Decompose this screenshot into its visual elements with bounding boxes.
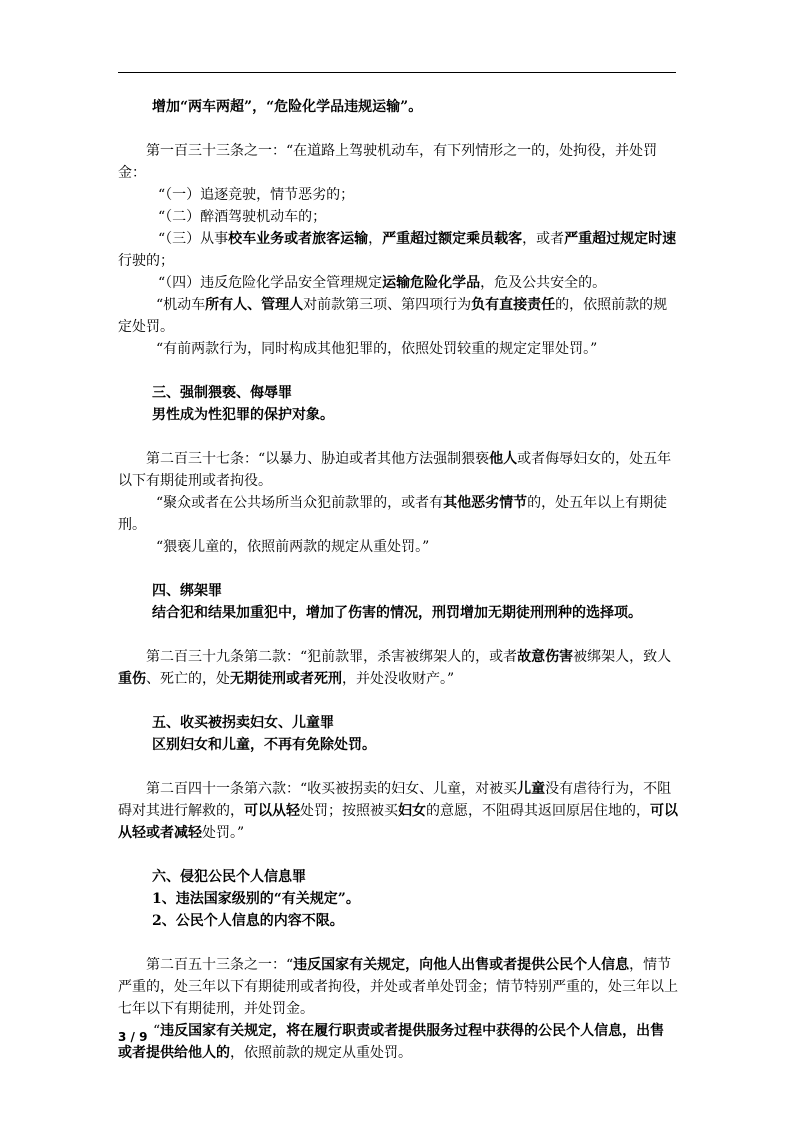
text-run: 被绑架人，致人 (573, 649, 672, 665)
bold-text: 可以从轻或者减轻 (118, 803, 678, 841)
text-run: 没有虐待行为，不阻碍对其进行解救的， (118, 781, 672, 819)
paragraph-spacer (118, 932, 678, 954)
bold-text: 1、违法国家级别的“有关规定”。 (152, 891, 360, 907)
bold-text: 严重超过额定乘员载客 (382, 231, 523, 247)
bold-text: 违反国家有关规定，将在履行职责或者提供服务过程中获得的公民个人信息，出售或者提供给他人的 (118, 1023, 665, 1061)
paragraph-spacer (118, 690, 678, 712)
paragraph (118, 140, 678, 184)
text-run: “猥亵儿童的，依照前两款的规定从重处罚。” (156, 539, 430, 555)
bold-text: 重伤 (118, 671, 146, 687)
text-run: “ (153, 1023, 161, 1039)
paragraph (118, 228, 678, 272)
paragraph (118, 338, 678, 360)
bold-text: 结合犯和结果加重犯中，增加了伤害的情况，刑罚增加无期徒刑刑种的选择项。 (152, 605, 642, 621)
text-run: 处罚；按照被买 (300, 803, 398, 819)
text-run: “有前两款行为，同时构成其他犯罪的，依照处罚较重的规定定罪处罚。” (156, 341, 598, 357)
paragraph-spacer (118, 118, 678, 140)
text-run: ， (368, 231, 383, 247)
section-heading (118, 404, 678, 426)
section-heading (118, 712, 678, 734)
text-run: 的，依照前款的规定处罚。 (118, 297, 668, 335)
text-run: ，危及公共安全的。 (480, 275, 607, 291)
paragraph-spacer (118, 426, 678, 448)
paragraph (118, 536, 678, 558)
bold-text: 故意伤害 (517, 649, 574, 665)
bold-text: 无期徒刑或者死刑 (230, 671, 342, 687)
text-run: 第二百四十一条第六款：“收买被拐卖的妇女、儿童，对被买 (146, 781, 518, 797)
text-run: 的意愿，不阻碍其返回原居住地的， (426, 803, 650, 819)
text-run: 第二百五十三条之一：“ (146, 957, 294, 973)
bold-text: 五、收买被拐卖妇女、儿童罪 (152, 715, 334, 731)
text-run: “机动车 (156, 297, 206, 313)
text-run: 或者侮辱妇女的，处五年以下有期徒刑或者拘役。 (118, 451, 672, 489)
text-run: 第二百三十九条第二款：“犯前款罪，杀害被绑架人的，或者 (146, 649, 518, 665)
bold-text: 六、侵犯公民个人信息罪 (152, 869, 306, 885)
bold-text: 其他恶劣情节 (443, 495, 528, 511)
paragraph (118, 1020, 678, 1064)
section-heading (118, 910, 678, 932)
section-heading (118, 580, 678, 602)
text-run: ，情节严重的，处三年以下有期徒刑或者拘役，并处或者单处罚金；情节特别严重的，处三年以上七年以下有期徒刑，并处罚金。 (118, 957, 678, 1017)
text-run: ，并处没收财产。” (342, 671, 455, 687)
bold-text: 妇女 (398, 803, 426, 819)
bold-text: 他人 (489, 451, 518, 467)
paragraph-spacer (118, 844, 678, 866)
paragraph (118, 954, 678, 1020)
section-heading (118, 866, 678, 888)
text-run: 第二百三十七条：“以暴力、胁迫或者其他方法强制猥亵 (146, 451, 490, 467)
section-heading (118, 734, 678, 756)
section-heading (118, 602, 678, 624)
paragraph-spacer (118, 756, 678, 778)
bold-text: 2、公民个人信息的内容不限。 (152, 913, 344, 929)
bold-text: 违反国家有关规定，向他人出售或者提供公民个人信息 (293, 957, 630, 973)
paragraph (118, 646, 678, 690)
section-heading (118, 96, 678, 118)
bold-text: 可以从轻 (244, 803, 300, 819)
text-run: 行驶的； (118, 253, 174, 269)
text-run: “（一）追逐竞驶，情节恶劣的； (158, 187, 355, 203)
paragraph (118, 778, 678, 844)
text-run: 的，处五年以上有期徒刑。 (118, 495, 668, 533)
bold-text: 运输危险化学品 (382, 275, 481, 291)
paragraph (118, 184, 678, 206)
page-number: 3 / 9 (118, 1030, 148, 1044)
paragraph-spacer (118, 558, 678, 580)
paragraph (118, 206, 678, 228)
bold-text: 负有直接责任 (471, 297, 556, 313)
paragraph-spacer (118, 624, 678, 646)
text-run: “聚众或者在公共场所当众犯前款罪的，或者有 (156, 495, 444, 511)
text-run: “（四）违反危险化学品安全管理规定 (158, 275, 383, 291)
text-run: “（二）醉酒驾驶机动车的； (158, 209, 327, 225)
paragraph (118, 272, 678, 294)
bold-text: 严重超过规定时速 (564, 231, 677, 247)
paragraph (118, 448, 678, 492)
text-run: 、死亡的，处 (146, 671, 230, 687)
bold-text: 三、强制猥亵、侮辱罪 (152, 385, 292, 401)
bold-text: 儿童 (517, 781, 546, 797)
text-run: ，或者 (522, 231, 565, 247)
text-run: 处罚。” (202, 825, 245, 841)
document-body (118, 96, 678, 1064)
section-heading (118, 888, 678, 910)
bold-text: 校车业务或者旅客运输 (228, 231, 369, 247)
bold-text: 四、绑架罪 (152, 583, 222, 599)
bold-text: 所有人、管理人 (205, 297, 304, 313)
section-heading (118, 382, 678, 404)
paragraph (118, 492, 678, 536)
bold-text: 区别妇女和儿童，不再有免除处罚。 (152, 737, 376, 753)
paragraph (118, 294, 678, 338)
header-rule (118, 72, 676, 73)
paragraph-spacer (118, 360, 678, 382)
text-run: 第一百三十三条之一：“在道路上驾驶机动车，有下列情形之一的，处拘役，并处罚金： (118, 143, 658, 181)
bold-text: 男性成为性犯罪的保护对象。 (152, 407, 334, 423)
text-run: “（三）从事 (158, 231, 229, 247)
text-run: 对前款第三项、第四项行为 (303, 297, 472, 313)
text-run: ，依照前款的规定从重处罚。 (230, 1045, 412, 1061)
bold-text: 增加“两车两超”，“危险化学品违规运输”。 (152, 99, 423, 115)
